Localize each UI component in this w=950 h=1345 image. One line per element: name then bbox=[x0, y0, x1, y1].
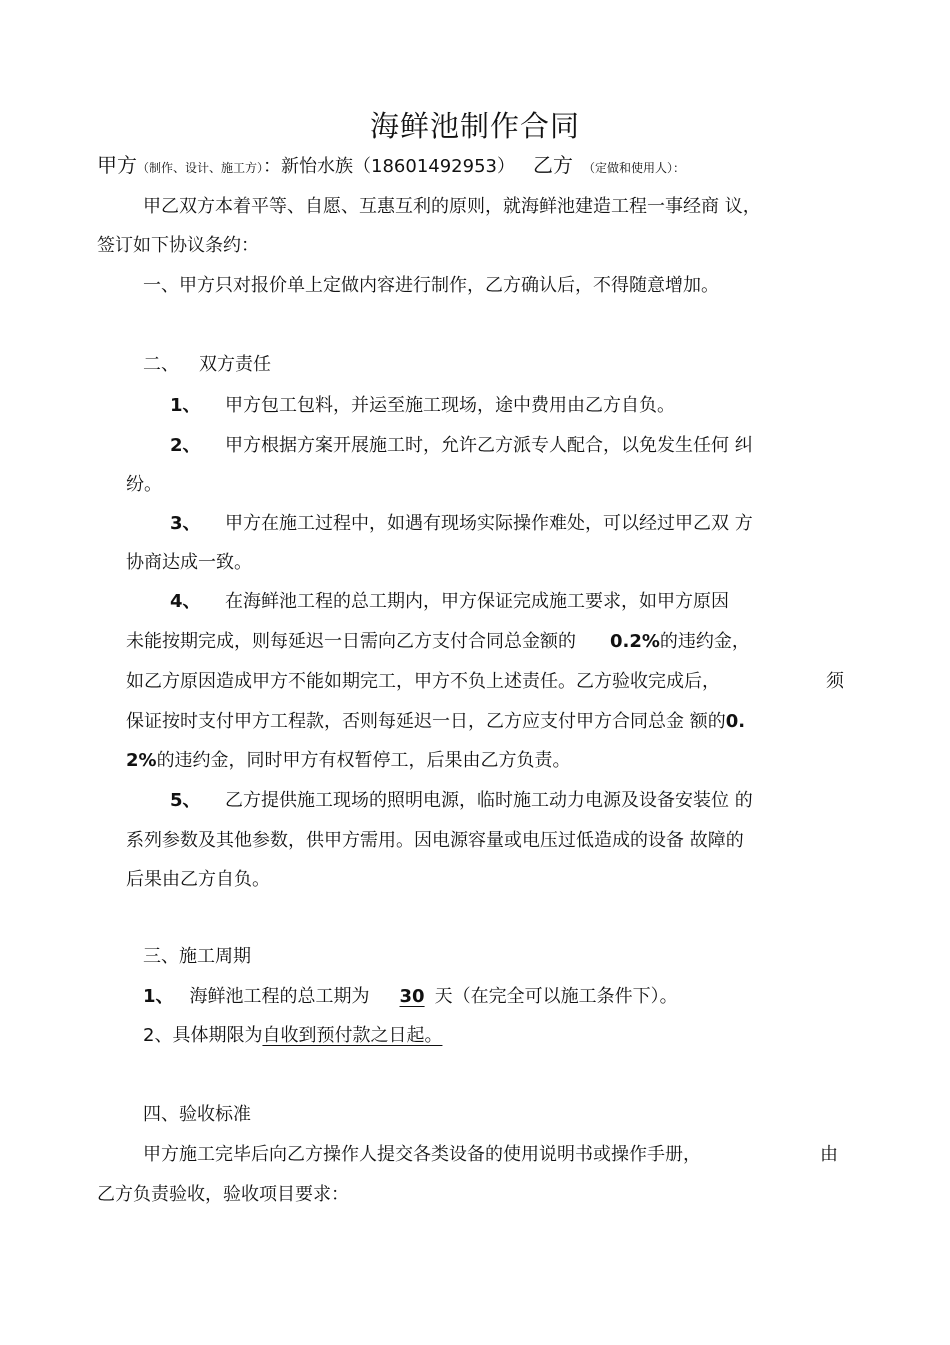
section-2-heading-num: 二、 bbox=[143, 354, 179, 375]
item-3-line-1: 甲方在施工过程中，如遇有现场实际操作难处，可以经过甲乙双 方 bbox=[225, 513, 753, 534]
item-4-line-5 bbox=[126, 749, 571, 773]
section-1: 一、甲方只对报价单上定做内容进行制作，乙方确认后，不得随意增加。 bbox=[143, 275, 719, 296]
item-4-line-4 bbox=[126, 710, 745, 734]
party-line bbox=[97, 153, 685, 180]
section-3-item-2 bbox=[143, 1024, 442, 1048]
item-4-line-2-text: 未能按期完成，则每延迟一日需向乙方支付合同总金额的 bbox=[126, 631, 576, 652]
penalty-rate: 0.2% bbox=[610, 631, 660, 652]
item-2-number: 2、 bbox=[170, 435, 201, 456]
item-1-number: 1、 bbox=[170, 395, 201, 416]
item-5-line-3: 后果由乙方自负。 bbox=[126, 869, 270, 890]
party-b-label: 乙方 bbox=[533, 153, 573, 177]
item-5-line-1: 乙方提供施工现场的照明电源，临时施工动力电源及设备安装位 的 bbox=[225, 790, 753, 811]
penalty-rate-part-1: 0. bbox=[725, 711, 746, 732]
party-a-note: （制作、设计、施工方） bbox=[137, 161, 264, 175]
section-4-line-2: 乙方负责验收，验收项目要求： bbox=[97, 1184, 349, 1205]
item-4-line-2-end: 的违约金， bbox=[659, 631, 750, 652]
penalty-rate-part-2: 2% bbox=[126, 750, 157, 771]
section-3-item-1-text: 海鲜池工程的总工期为 bbox=[189, 986, 370, 1007]
section-3-item-1-number: 1、 bbox=[143, 986, 174, 1007]
item-4-number: 4、 bbox=[170, 591, 201, 612]
section-3-item-2-text: 2、具体期限为 bbox=[143, 1025, 263, 1046]
item-5-line-2: 系列参数及其他参数，供甲方需用。因电源容量或电压过低造成的设备 故障的 bbox=[126, 830, 744, 851]
party-a-value: ：新怡水族（18601492953） bbox=[263, 156, 515, 177]
section-3-item-1 bbox=[143, 985, 678, 1009]
item-5-number: 5、 bbox=[170, 790, 201, 811]
section-4-line-1: 甲方施工完毕后向乙方操作人提交各类设备的使用说明书或操作手册， bbox=[143, 1144, 701, 1165]
section-2-heading bbox=[143, 353, 271, 377]
item-4-line-3-end: 须 bbox=[826, 671, 844, 692]
section-3-item-1-end: 天（在完全可以施工条件下）。 bbox=[434, 986, 678, 1007]
document-title: 海鲜池制作合同 bbox=[369, 109, 580, 143]
section-4-heading: 四、验收标准 bbox=[143, 1104, 251, 1125]
item-4-line-5-text: 的违约金，同时甲方有权暂停工，后果由乙方负责。 bbox=[156, 750, 571, 771]
item-1-text: 甲方包工包料，并运至施工现场，途中费用由乙方自负。 bbox=[225, 395, 675, 416]
section-3-heading: 三、施工周期 bbox=[143, 946, 251, 967]
item-2-line-1: 甲方根据方案开展施工时，允许乙方派专人配合，以免发生任何 纠 bbox=[225, 435, 753, 456]
party-b-note: （定做和使用人）： bbox=[583, 161, 686, 175]
item-4-line-3: 如乙方原因造成甲方不能如期完工，甲方不负上述责任。乙方验收完成后， bbox=[126, 671, 720, 692]
section-2-heading-text: 双方责任 bbox=[199, 354, 271, 375]
item-3-line-2: 协商达成一致。 bbox=[126, 552, 252, 573]
intro-line-1: 甲乙双方本着平等、自愿、互惠互利的原则，就海鲜池建造工程一事经商 议， bbox=[143, 196, 761, 217]
item-4-line-4-text: 保证按时支付甲方工程款，否则每延迟一日，乙方应支付甲方合同总金 额的 bbox=[126, 711, 726, 732]
party-a-label: 甲方 bbox=[97, 153, 137, 177]
start-date-clause: 自收到预付款之日起。 bbox=[262, 1025, 443, 1046]
item-3-number: 3、 bbox=[170, 513, 201, 534]
intro-line-2: 签订如下协议条约： bbox=[97, 235, 259, 256]
item-2-line-2: 纷。 bbox=[126, 474, 162, 495]
section-4-line-1-end: 由 bbox=[820, 1144, 838, 1165]
item-4-line-1: 在海鲜池工程的总工期内，甲方保证完成施工要求，如甲方原因 bbox=[225, 591, 729, 612]
total-days: 30 bbox=[399, 986, 425, 1007]
item-4-line-2 bbox=[126, 630, 750, 654]
